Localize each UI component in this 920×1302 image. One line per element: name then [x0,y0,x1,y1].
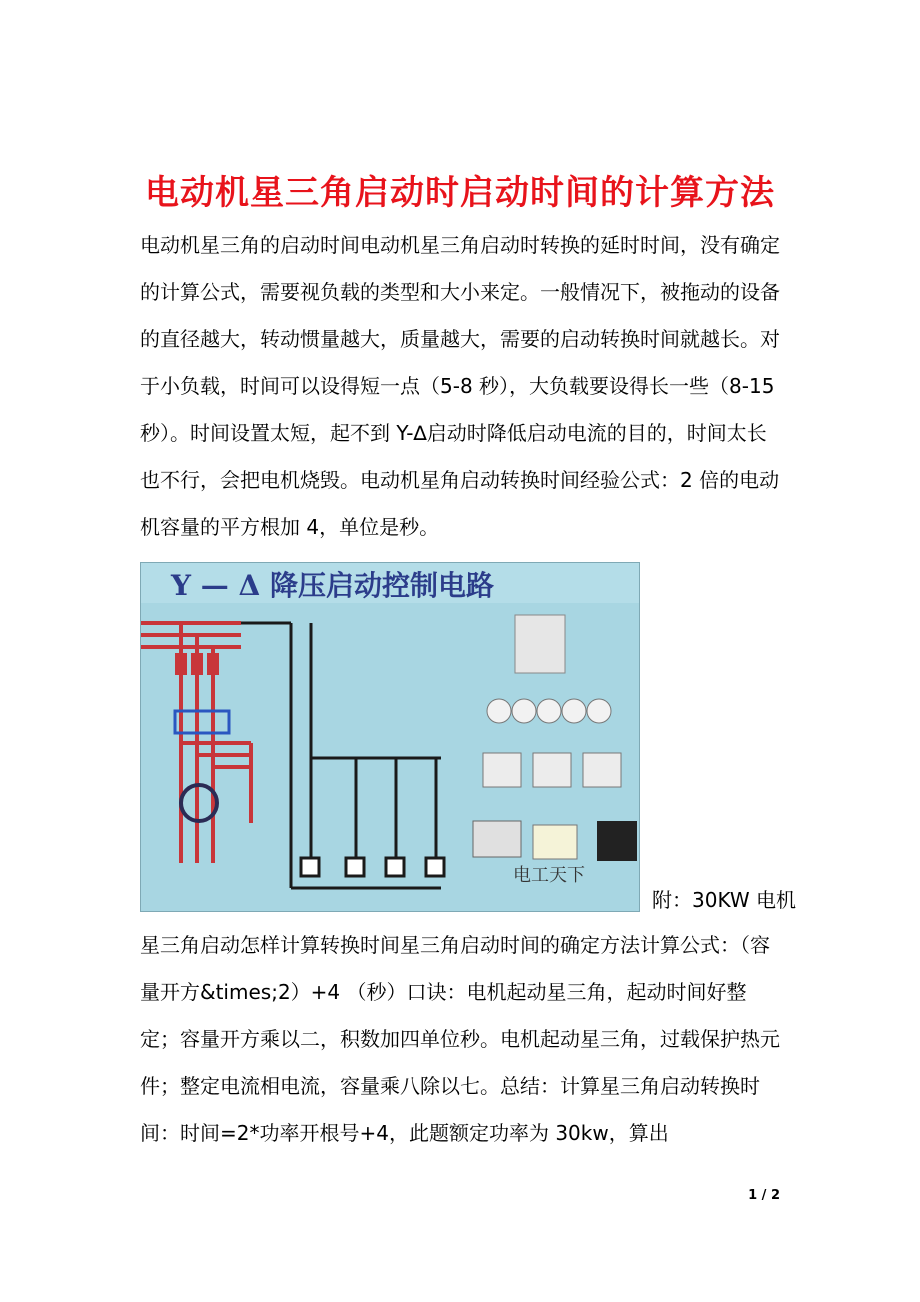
document-title: 电动机星三角启动时启动时间的计算方法 [145,172,775,213]
caption-start: 附：30KW 电机 [652,888,796,912]
circuit-board-photo [140,562,640,912]
intro-paragraph: 电动机星三角的启动时间电动机星三角启动时转换的延时时间，没有确定的计算公式，需要视负载的类型和大小来定。一般情况下，被拖动的设备的直径越大，转动惯量越大，质量越大，需要的启动转换时间就越长。对于小负载，时间可以设得短一点（5-8 秒），大负载要设得长一些（8-15 秒）。时间设置太短，起不到 Y-∆启动时降低启动电流的目的，时间太长也不行，会把电机烧毁。电动机星角启动转换时间经验公式：2 倍的电动机容量的平方根加 4，单位是秒。 [140,233,780,539]
formula-paragraph: 星三角启动怎样计算转换时间星三角启动时间的确定方法计算公式：（容量开方&times;2）+4 （秒）口诀：电机起动星三角，起动时间好整定；容量开方乘以二，积数加四单位秒。电机起动星三角，过载保护热元件；整定电流相电流，容量乘八除以七。总结：计算星三角启动转换时间：时间=2*功率开根号+4，此题额定功率为 30kw，算出 [140,933,780,1145]
photo-heading: Y — Δ 降压启动控制电路 [171,569,494,602]
page-number: 1 / 2 [748,1188,780,1203]
photo-watermark: 电工天下 [513,865,585,886]
